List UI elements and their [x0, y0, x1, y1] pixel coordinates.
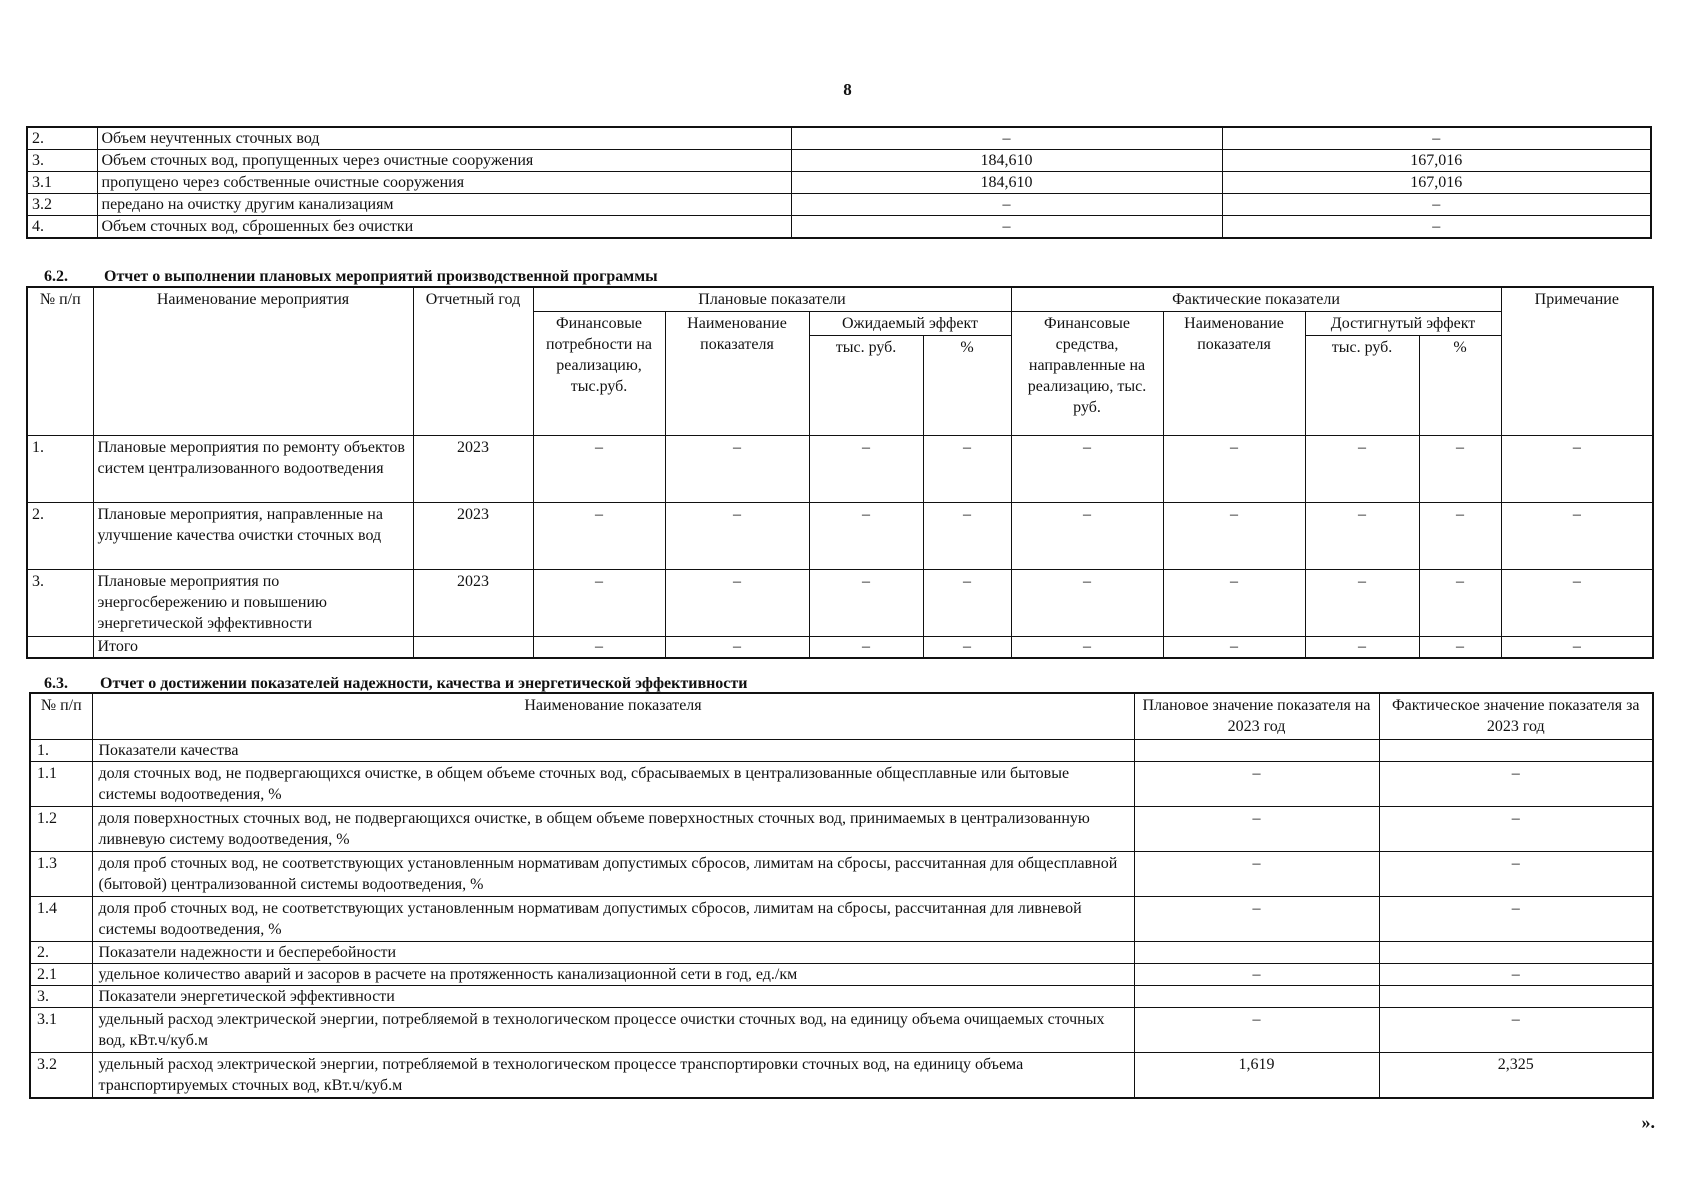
table-row — [30, 739, 1653, 761]
value-cell: – — [923, 436, 1011, 503]
header-planned-value: Плановое значение показателя на 2023 год — [1134, 693, 1379, 739]
planned-value: – — [1134, 761, 1379, 806]
planned-value — [1134, 985, 1379, 1007]
row-number: 3. — [30, 985, 92, 1007]
actual-value — [1379, 941, 1653, 963]
total-value-cell: – — [533, 637, 665, 659]
value-cell: – — [533, 570, 665, 637]
table-row — [30, 941, 1653, 963]
value-cell: 167,016 — [1222, 172, 1651, 194]
header-fact-thous-rub: тыс. руб. — [1305, 336, 1419, 436]
header-expected-effect: Ожидаемый эффект — [809, 312, 1011, 336]
table-row — [30, 761, 1653, 806]
value-cell: – — [1419, 436, 1501, 503]
section-6-3-heading — [44, 675, 747, 693]
value-cell: – — [1163, 503, 1305, 570]
section-6-3-title: Отчет о достижении показателей надежности, качества и энергетической эффективности — [100, 675, 748, 692]
section-6-2-title: Отчет о выполнении плановых мероприятий производственной программы — [104, 268, 658, 285]
planned-value: 1,619 — [1134, 1052, 1379, 1098]
row-number: 1.1 — [30, 761, 92, 806]
indicator-name: доля поверхностных сточных вод, не подвергающихся очистке, в общем объеме поверхностных сточных вод, принимаемых в централизованную ливневую систему водоотведения, % — [92, 806, 1134, 851]
total-value-cell: – — [923, 637, 1011, 659]
indicator-name: Показатели качества — [92, 739, 1134, 761]
value-cell: – — [1305, 570, 1419, 637]
row-number: 2. — [30, 941, 92, 963]
value-cell: – — [1222, 127, 1651, 150]
row-name: Объем неучтенных сточных вод — [97, 127, 791, 150]
value-cell: 167,016 — [1222, 150, 1651, 172]
header-indicator-num: № п/п — [30, 693, 92, 739]
table-row — [27, 127, 1651, 150]
wastewater-volume-table — [26, 126, 1652, 239]
header-num: № п/п — [27, 287, 93, 436]
total-value-cell: – — [1501, 637, 1653, 659]
value-cell: – — [1305, 436, 1419, 503]
table-row — [30, 1052, 1653, 1098]
table-row — [27, 150, 1651, 172]
actual-value: 2,325 — [1379, 1052, 1653, 1098]
event-name: Плановые мероприятия по энергосбережению и повышению энергетической эффективности — [93, 570, 413, 637]
value-cell: – — [1222, 194, 1651, 216]
row-number: 3.2 — [30, 1052, 92, 1098]
row-number: 1. — [30, 739, 92, 761]
actual-value: – — [1379, 963, 1653, 985]
indicators-table — [29, 692, 1654, 1099]
planned-value: – — [1134, 963, 1379, 985]
report-year: 2023 — [413, 503, 533, 570]
header-actual-value: Фактическое значение показателя за 2023 год — [1379, 693, 1653, 739]
value-cell: – — [1011, 503, 1163, 570]
table-row — [27, 503, 1653, 570]
value-cell: – — [923, 503, 1011, 570]
value-cell: – — [1419, 503, 1501, 570]
section-6-2-number: 6.2. — [44, 268, 68, 285]
header-indicator-name: Наименование показателя — [92, 693, 1134, 739]
header-fact-financial-funds: Финансовые средства, направленные на реализацию, тыс. руб. — [1011, 312, 1163, 436]
table-row — [30, 806, 1653, 851]
header-fact-percent: % — [1419, 336, 1501, 436]
planned-value: – — [1134, 896, 1379, 941]
value-cell: – — [665, 570, 809, 637]
row-name: пропущено через собственные очистные сооружения — [97, 172, 791, 194]
total-label: Итого — [93, 637, 413, 659]
closing-quote-mark: ». — [1641, 1112, 1655, 1132]
row-number: 3.1 — [30, 1007, 92, 1052]
planned-value — [1134, 941, 1379, 963]
total-row — [27, 637, 1653, 659]
report-year: 2023 — [413, 436, 533, 503]
value-cell: – — [1011, 436, 1163, 503]
planned-events-table — [26, 286, 1654, 659]
value-cell: – — [809, 570, 923, 637]
actual-value: – — [1379, 896, 1653, 941]
header-planned-indicators: Плановые показатели — [533, 287, 1011, 312]
indicator-name: доля проб сточных вод, не соответствующих установленным нормативам допустимых сбросов, лимитам на сбросы, рассчитанная для общесплавной (бытовой) централизованной системы водоотведения, % — [92, 851, 1134, 896]
table-row — [30, 963, 1653, 985]
total-value-cell: – — [1305, 637, 1419, 659]
actual-value — [1379, 739, 1653, 761]
indicator-name: Показатели энергетической эффективности — [92, 985, 1134, 1007]
value-cell: – — [1419, 570, 1501, 637]
table-row — [30, 896, 1653, 941]
table-row — [27, 570, 1653, 637]
indicators-body — [30, 739, 1653, 1098]
page-number: 8 — [843, 80, 852, 99]
row-number: 1. — [27, 436, 93, 503]
value-cell: – — [1222, 216, 1651, 239]
actual-value: – — [1379, 806, 1653, 851]
row-number: 2.1 — [30, 963, 92, 985]
value-cell: 184,610 — [791, 172, 1222, 194]
row-number: 4. — [27, 216, 97, 239]
row-number: 3.1 — [27, 172, 97, 194]
total-value-cell: – — [1163, 637, 1305, 659]
row-number: 2. — [27, 503, 93, 570]
volume-table-body — [27, 127, 1651, 238]
value-cell: – — [1501, 436, 1653, 503]
header-report-year: Отчетный год — [413, 287, 533, 436]
event-name: Плановые мероприятия, направленные на улучшение качества очистки сточных вод — [93, 503, 413, 570]
header-achieved-effect: Достигнутый эффект — [1305, 312, 1501, 336]
value-cell: – — [1501, 503, 1653, 570]
value-cell: – — [1501, 570, 1653, 637]
table-row — [30, 1007, 1653, 1052]
value-cell: – — [1163, 436, 1305, 503]
value-cell: – — [1305, 503, 1419, 570]
planned-events-body — [27, 436, 1653, 659]
value-cell: – — [809, 436, 923, 503]
section-6-3-number: 6.3. — [44, 675, 68, 692]
table-row — [27, 172, 1651, 194]
header-plan-thous-rub: тыс. руб. — [809, 336, 923, 436]
table-row — [30, 985, 1653, 1007]
indicator-name: удельный расход электрической энергии, потребляемой в технологическом процессе транспортировки сточных вод, на единицу объема транспортируемых сточных вод, кВт.ч/куб.м — [92, 1052, 1134, 1098]
header-note: Примечание — [1501, 287, 1653, 436]
header-event-name: Наименование мероприятия — [93, 287, 413, 436]
row-name: передано на очистку другим канализациям — [97, 194, 791, 216]
total-value-cell: – — [1011, 637, 1163, 659]
header-plan-percent: % — [923, 336, 1011, 436]
row-number: 3.2 — [27, 194, 97, 216]
planned-value — [1134, 739, 1379, 761]
indicator-name: доля проб сточных вод, не соответствующих установленным нормативам допустимых сбросов, лимитам на сбросы, рассчитанная для ливневой системы водоотведения, % — [92, 896, 1134, 941]
actual-value: – — [1379, 851, 1653, 896]
total-value-cell: – — [809, 637, 923, 659]
table-row — [27, 216, 1651, 239]
value-cell: 184,610 — [791, 150, 1222, 172]
header-plan-financial-needs: Финансовые потребности на реализацию, тыс.руб. — [533, 312, 665, 436]
planned-value: – — [1134, 1007, 1379, 1052]
table-row — [27, 194, 1651, 216]
empty-cell — [27, 637, 93, 659]
row-number: 2. — [27, 127, 97, 150]
indicator-name: удельное количество аварий и засоров в расчете на протяженность канализационной сети в год, ед./км — [92, 963, 1134, 985]
actual-value — [1379, 985, 1653, 1007]
row-name: Объем сточных вод, пропущенных через очистные сооружения — [97, 150, 791, 172]
value-cell: – — [791, 194, 1222, 216]
total-value-cell: – — [1419, 637, 1501, 659]
table-row — [30, 851, 1653, 896]
row-number: 3. — [27, 570, 93, 637]
value-cell: – — [665, 436, 809, 503]
actual-value: – — [1379, 1007, 1653, 1052]
value-cell: – — [533, 503, 665, 570]
value-cell: – — [791, 127, 1222, 150]
row-number: 1.3 — [30, 851, 92, 896]
total-value-cell: – — [665, 637, 809, 659]
report-year: 2023 — [413, 570, 533, 637]
value-cell: – — [809, 503, 923, 570]
indicator-name: Показатели надежности и бесперебойности — [92, 941, 1134, 963]
row-name: Объем сточных вод, сброшенных без очистки — [97, 216, 791, 239]
planned-value: – — [1134, 806, 1379, 851]
header-plan-indicator-name: Наименование показателя — [665, 312, 809, 436]
planned-value: – — [1134, 851, 1379, 896]
indicator-name: удельный расход электрической энергии, потребляемой в технологическом процессе очистки сточных вод, на единицу объема очищаемых сточных вод, кВт.ч/куб.м — [92, 1007, 1134, 1052]
row-number: 1.2 — [30, 806, 92, 851]
row-number: 1.4 — [30, 896, 92, 941]
row-number: 3. — [27, 150, 97, 172]
section-6-2-heading — [44, 268, 658, 286]
value-cell: – — [791, 216, 1222, 239]
header-actual-indicators: Фактические показатели — [1011, 287, 1501, 312]
value-cell: – — [665, 503, 809, 570]
value-cell: – — [1163, 570, 1305, 637]
indicator-name: доля сточных вод, не подвергающихся очистке, в общем объеме сточных вод, сбрасываемых в централизованные общесплавные или бытовые системы водоотведения, % — [92, 761, 1134, 806]
actual-value: – — [1379, 761, 1653, 806]
event-name: Плановые мероприятия по ремонту объектов систем централизованного водоотведения — [93, 436, 413, 503]
empty-cell — [413, 637, 533, 659]
value-cell: – — [1011, 570, 1163, 637]
value-cell: – — [923, 570, 1011, 637]
value-cell: – — [533, 436, 665, 503]
table-row — [27, 436, 1653, 503]
header-fact-indicator-name: Наименование показателя — [1163, 312, 1305, 436]
